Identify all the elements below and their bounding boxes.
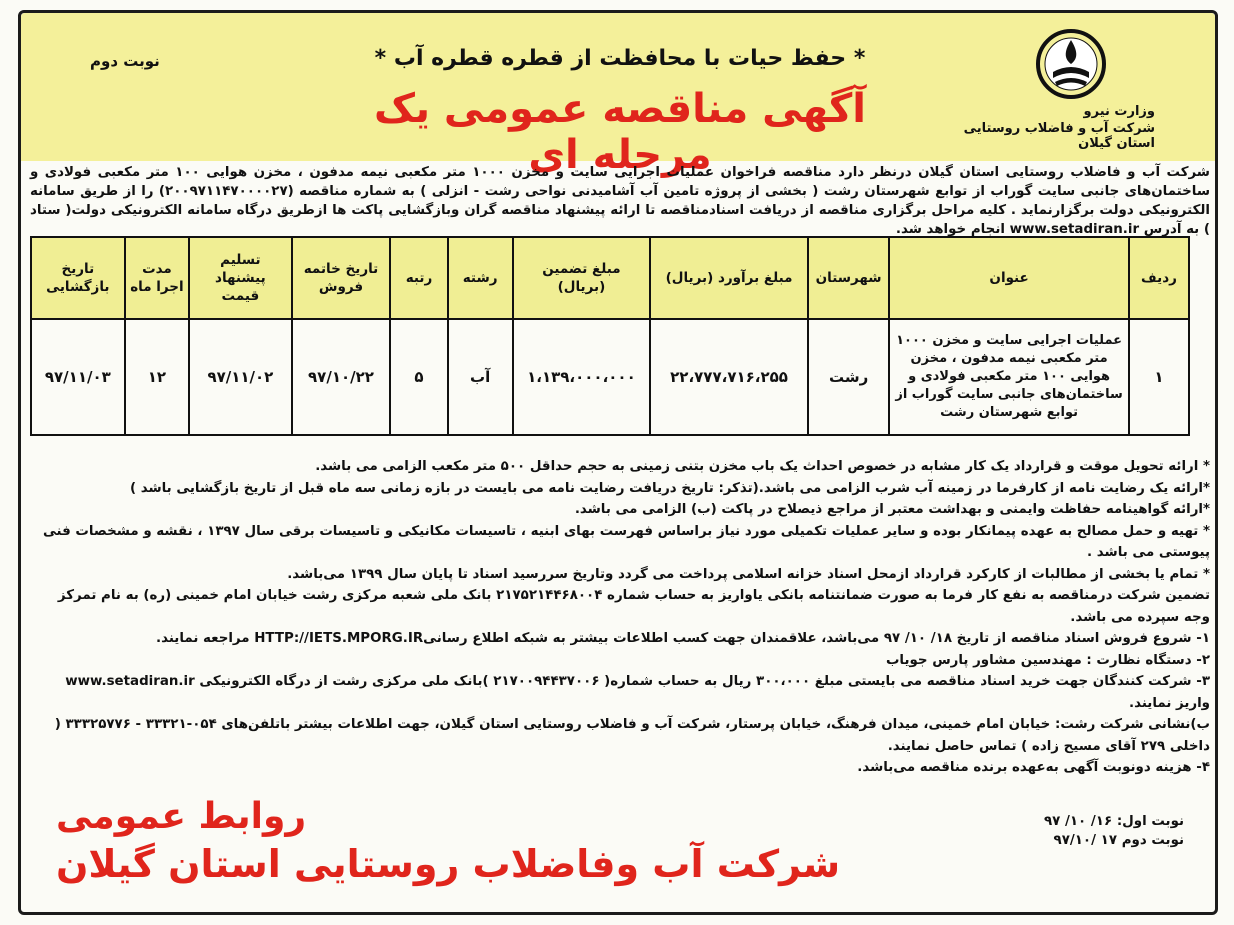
- header-opening: تاریخ بازگشایی: [31, 237, 125, 319]
- note-item: ۱- شروع فروش اسناد مناقصه از تاریخ ۱۸/ ۱۰/ ۹۷ می‌باشد، علاقمندان جهت کسب اطلاعات بیشتر به شبکه اطلاع رسانیHTTP://IETS.MPORG.IR مراجعه نمایند.: [156, 631, 1210, 646]
- signature-department: روابط عمومی: [56, 796, 307, 837]
- note-item: * تمام یا بخشی از مطالبات از کارکرد قرارداد ازمحل اسناد خزانه اسلامی پرداخت می گردد وتاریخ سررسید اسناد تا پایان سال ۱۳۹۹ می‌باشد.: [287, 566, 1210, 582]
- note-item: * ارائه تحویل موقت و قرارداد یک کار مشابه در خصوص احداث یک باب مخزن بتنی زمینی به حجم حداقل ۵۰۰ متر مکعب الزامی می باشد.: [315, 459, 1210, 474]
- tender-table: [30, 236, 1190, 436]
- cell-estimate: ۲۲،۷۷۷،۷۱۶،۲۵۵: [650, 319, 808, 435]
- first-turn: نوبت اول: ۱۶/ ۱۰/ ۹۷: [1043, 814, 1184, 829]
- header-grade: رتبه: [390, 237, 447, 319]
- table-header-row: [31, 237, 1189, 319]
- note-item: ب)نشانی شرکت رشت: خیابان امام خمینی، میدان فرهنگ، خیابان پرستار، شرکت آب و فاضلاب روستایی استان گیلان، جهت اطلاعات بیشتر باتلفن‌های ۰۵۴-۳۳۳۲۱ - ۳۳۳۲۵۷۷۶ ( داخلی ۲۷۹ آقای مسیح زاده ) تماس حاصل نمایند.: [54, 717, 1210, 754]
- note-item: تضمین شرکت درمناقصه به نفع کار فرما به صورت ضمانتنامه بانکی یاواریز به حساب شماره ۲۱۷۵۲۱۴۴۶۸۰۰۴ بانک ملی شعبه مرکزی رشت خیابان امام خمینی (ره) به نام تمرکز وجه سپرده می باشد.: [57, 588, 1210, 625]
- cell-grade: ۵: [390, 319, 447, 435]
- note-item: *ارائه یک رضایت نامه از کارفرما در زمینه آب شرب الزامی می باشد.(تذکر: تاریخ دریافت رضایت نامه می بایست در بازه زمانی سه ماه قبل از تاریخ بازگشایی باشد ): [129, 480, 1210, 496]
- company-name: شرکت آب و فاضلاب روستایی استان گیلان: [963, 121, 1155, 151]
- intro-paragraph: شرکت آب و فاضلاب روستایی استان گیلان درنظر دارد مناقصه فراخوان عملیات اجرایی سایت و مخزن ۱۰۰۰ متر مکعبی نیمه مدفون ، مخزن هوایی ۱۰۰ متر مکعبی فولادی و ساختمان‌های جانبی سایت گوراب از توابع شهرستان رشت ( بخشی از پروژه تامین آب آشامیدنی نواحی رشت - انزلی ) به شماره مناقصه (۲۰۰۹۷۱۱۴۷۰۰۰۰۲۷) را از طریق سامانه الکترونیکی دولت برگزارنماید . کلیه مراحل برگزاری مناقصه از دریافت اسنادمناقصه تا ارائه پیشنهاد مناقصه گران وبازگشایی پاکت ها ازطریق درگاه سامانه الکترونیکی دولت( ستاد ) به آدرس www.setadiran.ir انجام خواهد شد.: [30, 165, 1210, 237]
- cell-subject: عملیات اجرایی سایت و مخزن ۱۰۰۰ متر مکعبی نیمه مدفون ، مخزن هوایی ۱۰۰ متر مکعبی فولادی و ساختمان‌های جانبی سایت گوراب از توابع شهرستان رشت: [889, 319, 1129, 435]
- header-guarantee: مبلغ تضمین (بریال): [513, 237, 650, 319]
- header-row-number: ردیف: [1129, 237, 1189, 319]
- note-item: ۲- دستگاه نظارت : مهندسین مشاور پارس جویاب: [885, 652, 1210, 668]
- cell-duration: ۱۲: [125, 319, 190, 435]
- slogan: * حفظ حیات با محافظت از قطره قطره آب *: [374, 46, 866, 71]
- page-title: آگهی مناقصه عمومی یک مرحله ای: [373, 86, 867, 178]
- header-field: رشته: [448, 237, 513, 319]
- header-estimate: مبلغ برآورد (بریال): [650, 237, 808, 319]
- header-sale-end: تاریخ خاتمه فروش: [292, 237, 391, 319]
- note-item: * تهیه و حمل مصالح به عهده پیمانکار بوده و سایر عملیات تکمیلی مورد نیاز براساس فهرست بهای ابنیه ، تاسیسات مکانیکی و تاسیسات برقی سال ۱۳۹۷ ، نقشه و مشخصات فنی پیوستی می باشد .: [42, 523, 1210, 560]
- cell-opening: ۹۷/۱۱/۰۳: [31, 319, 125, 435]
- cell-submit: ۹۷/۱۱/۰۲: [189, 319, 291, 435]
- header-subject: عنوان: [889, 237, 1129, 319]
- cell-guarantee: ۱،۱۳۹،۰۰۰،۰۰۰: [513, 319, 650, 435]
- turn-label: نوبت دوم: [90, 52, 160, 70]
- note-item: *ارائه گواهینامه حفاظت وایمنی و بهداشت معتبر از مراجع ذیصلاح در پاکت (ب) الزامی می باشد.: [574, 502, 1210, 517]
- cell-city: رشت: [808, 319, 889, 435]
- second-turn: نوبت دوم ۱۷ /۹۷/۱۰: [1053, 833, 1184, 848]
- cell-field: آب: [448, 319, 513, 435]
- cell-sale-end: ۹۷/۱۰/۲۲: [292, 319, 391, 435]
- signature-company: شرکت آب وفاضلاب روستایی استان گیلان: [56, 842, 841, 886]
- cell-row-number: ۱: [1129, 319, 1189, 435]
- ministry-name: وزارت نیرو: [1083, 104, 1155, 119]
- header-city: شهرستان: [808, 237, 889, 319]
- table-row: [31, 319, 1189, 435]
- header-submit: تسلیم پیشنهاد قیمت: [189, 237, 291, 319]
- company-logo-icon: [1035, 28, 1107, 100]
- note-item: ۳- شرکت کنندگان جهت خرید اسناد مناقصه می بایستی مبلغ ۳۰۰،۰۰۰ ریال به حساب شماره( ۲۱۷۰۰۹۴۴۳۷۰۰۶ )بانک ملی مرکزی رشت از درگاه الکترونیکی www.setadiran.ir واریز نمایند.: [65, 674, 1210, 711]
- note-item: ۴- هزینه دونوبت آگهی به‌عهده برنده مناقصه می‌باشد.: [857, 760, 1210, 775]
- notes-section: [30, 456, 1210, 779]
- publication-turns: [1044, 812, 1184, 850]
- organization-block: [930, 104, 1155, 151]
- header-duration: مدت اجرا ماه: [125, 237, 190, 319]
